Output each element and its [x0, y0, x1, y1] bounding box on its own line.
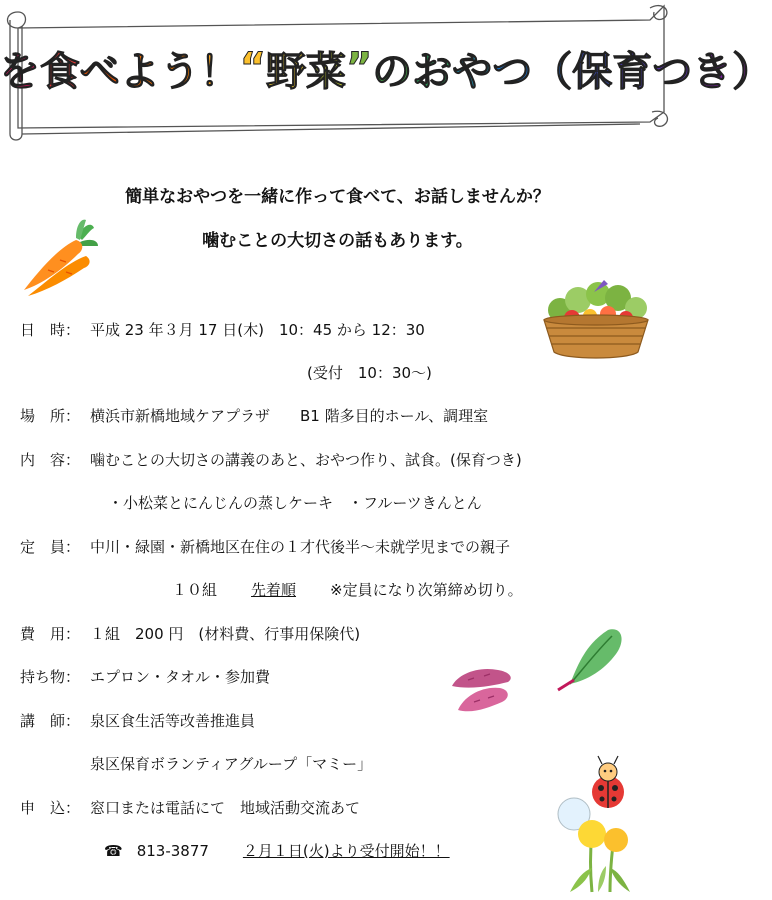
intro-line-2: 噛むことの大切さの話もあります。	[202, 231, 473, 251]
title-char: 野	[266, 48, 306, 95]
fee-label: 費 用：	[20, 625, 81, 643]
intro-line-1: 簡単なおやつを一緒に作って食べて、お話しませんか？	[125, 187, 550, 207]
apply-label: 申 込：	[20, 799, 81, 817]
bring-label: 持ち物：	[20, 668, 81, 686]
page-title	[0, 28, 772, 108]
lecturer-value: 泉区食生活等改善推進員	[90, 712, 256, 730]
content-value: 噛むことの大切さの講義のあと、おやつ作り、試食。(保育つき)	[90, 451, 522, 469]
title-char: つ	[492, 48, 533, 95]
capacity-value: 中川・緑園・新橋地区在住の１才代後半～未就学児までの親子	[90, 538, 511, 556]
title-char: 菜	[306, 48, 346, 95]
vegetable-basket-illustration	[538, 272, 654, 364]
capacity-note: ※定員になり次第締め切り。	[330, 581, 523, 599]
reception-time: (受付 10：30～)	[307, 364, 432, 382]
place-row	[20, 405, 488, 426]
phone-line	[104, 840, 450, 861]
title-char: 保	[572, 48, 613, 95]
title-char: つ	[652, 48, 693, 95]
title-char: う	[159, 48, 200, 95]
title-char: お	[412, 48, 453, 95]
title-char: べ	[79, 48, 120, 95]
menu-items: ・小松菜とにんじんの蒸しケーキ ・フルーツきんとん	[108, 494, 482, 512]
apply-value: 窓口または電話にて 地域活動交流あて	[90, 799, 361, 817]
carrot-illustration	[18, 218, 100, 300]
fee-value: １組 200 円 (材料費、行事用保険代)	[90, 625, 361, 643]
bring-row	[20, 666, 270, 687]
title-char: “	[239, 45, 266, 91]
content-label: 内 容：	[20, 451, 81, 469]
title-char: （	[532, 48, 573, 95]
date-label: 日 時：	[20, 321, 81, 339]
capacity-row	[20, 536, 510, 557]
title-char: や	[452, 48, 493, 95]
fee-row	[20, 623, 360, 644]
lecturer-row	[20, 710, 255, 731]
content-row	[20, 449, 522, 470]
phone-number: 813-3877	[136, 842, 209, 860]
sweet-potato-illustration	[448, 656, 516, 718]
leafy-green-illustration	[556, 624, 628, 692]
first-come-note: 先着順	[251, 581, 297, 599]
lecturer-group: 泉区保育ボランティアグループ「マミー」	[90, 755, 373, 773]
capacity-detail	[172, 579, 523, 600]
place-label: 場 所：	[20, 407, 81, 425]
title-char: ）	[732, 48, 772, 95]
bring-value: エプロン・タオル・参加費	[90, 668, 271, 686]
date-row	[20, 319, 425, 340]
title-char: よ	[119, 48, 160, 95]
reception-start: ２月１日(火)より受付開始！！	[242, 842, 450, 860]
title-char: き	[692, 48, 733, 95]
ladybug-dandelion-illustration	[540, 752, 650, 896]
lecturer-label: 講 師：	[20, 712, 81, 730]
place-value: 横浜市新橋地域ケアプラザ B1 階多目的ホール、調理室	[90, 407, 489, 425]
title-char: を	[0, 48, 40, 95]
capacity-count: １０組	[172, 581, 218, 599]
capacity-label: 定 員：	[20, 538, 81, 556]
title-char: 食	[39, 48, 80, 95]
title-char: 育	[612, 48, 653, 95]
title-char: ”	[346, 45, 373, 91]
phone-icon: ☎	[104, 842, 123, 860]
title-char: ！	[199, 48, 240, 95]
date-value: 平成 23 年３月 17 日(木) 10：45 から 12：30	[90, 321, 425, 339]
title-char: の	[372, 48, 413, 95]
apply-row	[20, 797, 360, 818]
